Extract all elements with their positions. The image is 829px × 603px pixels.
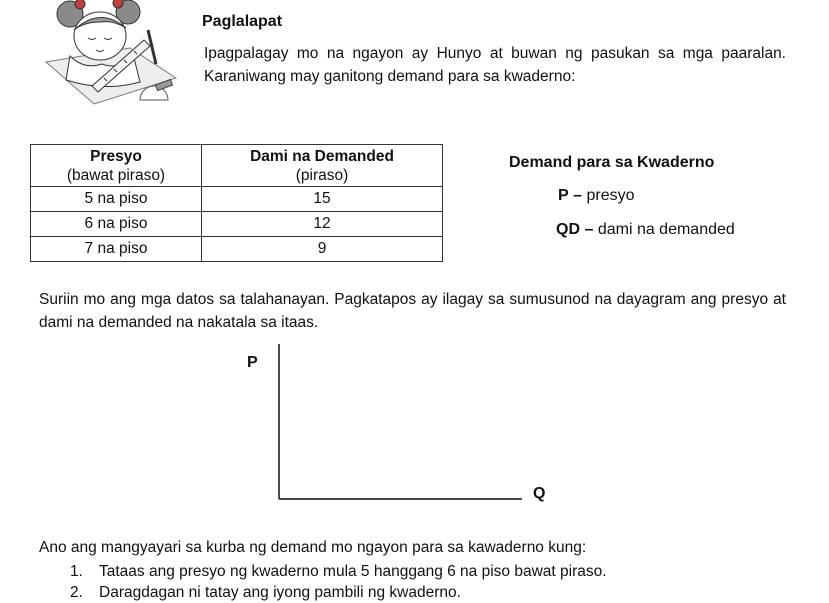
x-axis-label: Q (533, 485, 546, 502)
list-item: 1. Tataas ang presyo ng kwaderno mula 5 hanggang 6 na piso bawat piraso. (70, 563, 607, 580)
price-column-header: Presyo (bawat piraso) (31, 145, 202, 187)
list-item: 2. Daragdagan ni tatay ang iyong pambili ng kwaderno. (70, 584, 461, 601)
intro-paragraph: Ipagpalagay mo na ngayon ay Hunyo at buwan ng pasukan sa mga paaralan. Karaniwang may ganitong demand para sa kwaderno: (204, 45, 786, 85)
girl-drawing-illustration (44, 0, 178, 106)
table-row (31, 187, 443, 212)
price-cell: 5 na piso (31, 187, 202, 212)
legend-quantity-demanded: QD – dami na demanded (556, 221, 735, 238)
price-cell: 7 na piso (31, 237, 202, 262)
legend-price: P – presyo (558, 187, 635, 204)
question-text: Ano ang mangyayari sa kurba ng demand mo ngayon para sa kawaderno kung: (39, 539, 587, 556)
demand-table (30, 144, 443, 262)
quantity-cell: 15 (202, 187, 443, 212)
blank-demand-graph[interactable] (240, 340, 560, 510)
section-title: Paglalapat (202, 13, 283, 30)
price-cell: 6 na piso (31, 212, 202, 237)
quantity-cell: 9 (202, 237, 443, 262)
quantity-column-header: Dami na Demanded (piraso) (202, 145, 443, 187)
legend-title: Demand para sa Kwaderno (509, 154, 715, 171)
table-header-row (31, 145, 443, 187)
table-row (31, 212, 443, 237)
table-row (31, 237, 443, 262)
quantity-cell: 12 (202, 212, 443, 237)
numbered-list (70, 561, 607, 603)
instruction-paragraph: Suriin mo ang mga datos sa talahanayan. Pagkatapos ay ilagay sa sumusunod na dayagram ang presyo at dami na demanded na nakatala sa itaas. (39, 291, 786, 331)
y-axis-label: P (247, 354, 258, 371)
